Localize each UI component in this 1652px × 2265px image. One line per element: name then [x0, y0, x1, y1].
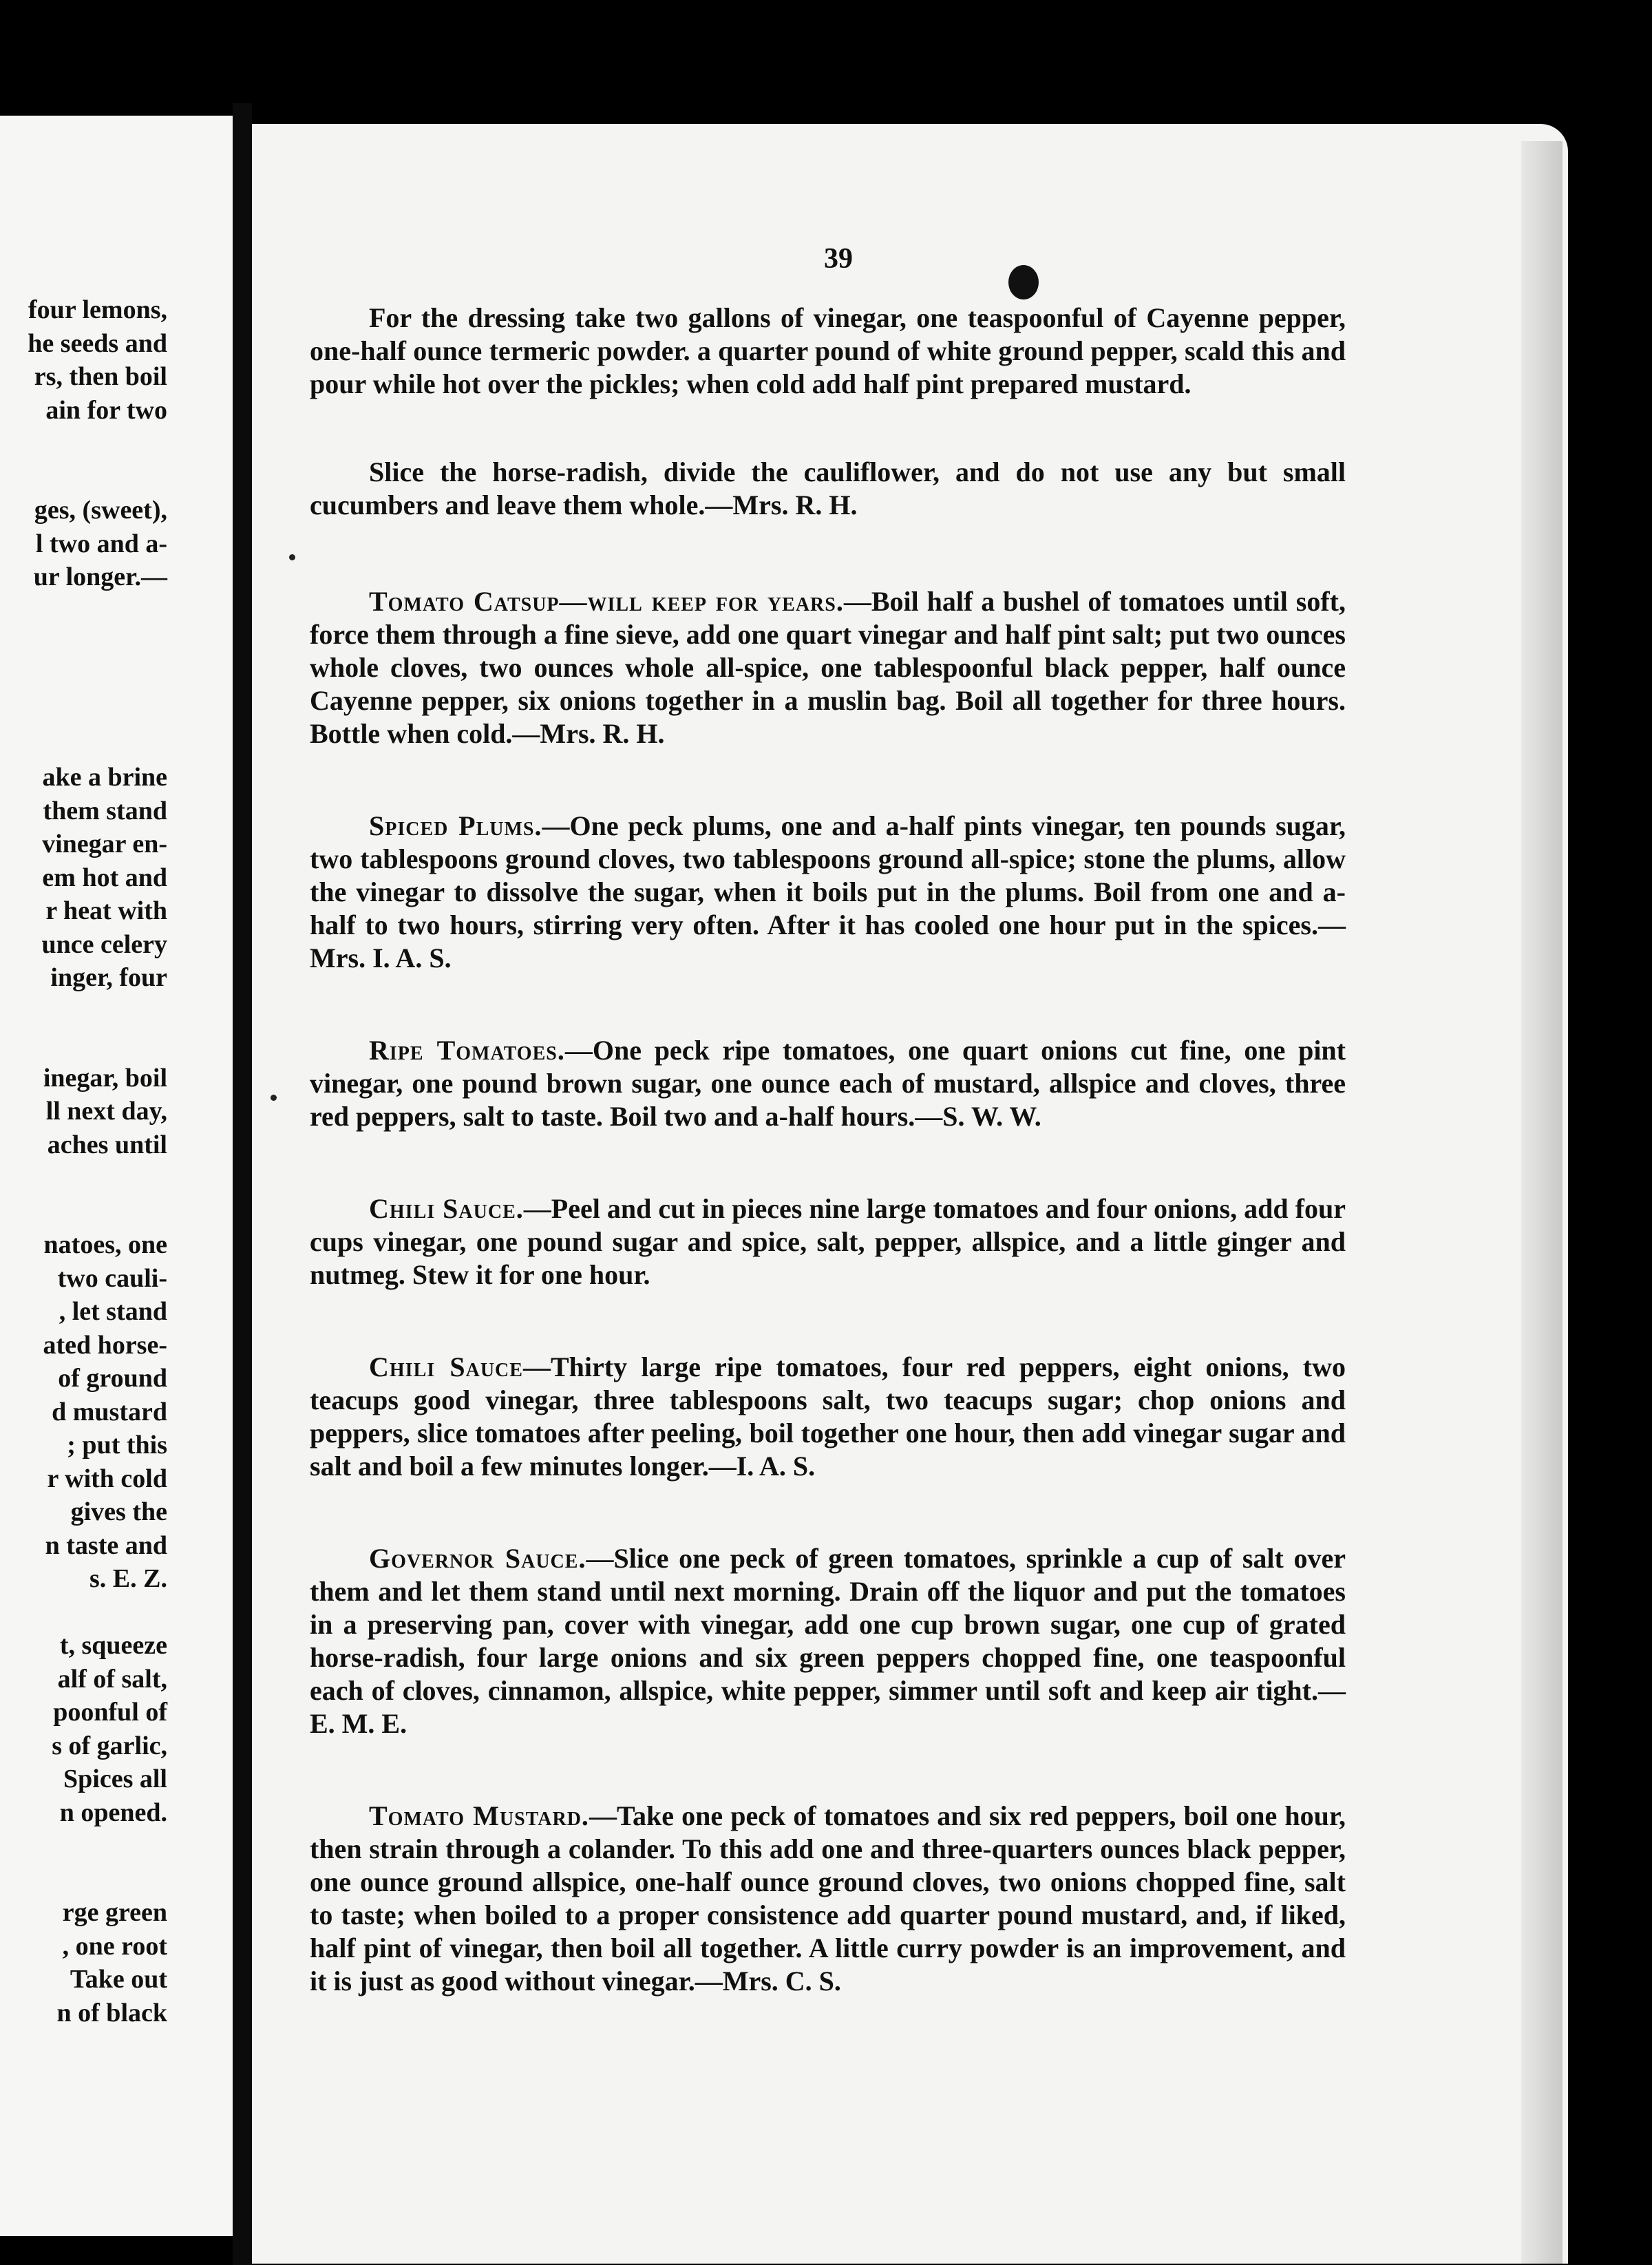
recipe-paragraph: [310, 1800, 1346, 1998]
speck: [289, 554, 295, 560]
recipe-body: —Take one peck of tomatoes and six red peppers, boil one hour, then strain through a colander. To this add one and three-quarters ounces black pepper, one ounce ground allspice, one-half ounce ground cloves, two onions chopped fine, salt to taste; when boiled to a proper consistence add quarter pound mustard, and, if liked, half pint of vinegar, then boil all together. A little curry powder is an improvement, and it is just as good without vinegar.—Mrs. C. S.: [310, 1800, 1346, 1997]
recipe-paragraph: [310, 1034, 1346, 1133]
recipe-body: For the dressing take two gallons of vinegar, one teaspoonful of Cayenne pepper, one-half ounce termeric powder. a quarter pound of white ground pepper, scald this and pour while hot over the pickles; when cold add half pint prepared mustard.: [310, 302, 1346, 399]
left-page-text-fragment: unce celery: [41, 929, 167, 959]
left-page-text-fragment: n of black: [56, 1998, 167, 2027]
left-page-text-fragment: alf of salt,: [57, 1664, 167, 1694]
recipe-title: Governor Sauce.: [369, 1543, 586, 1574]
left-page-text-fragment: poonful of: [53, 1698, 167, 1727]
speck: [271, 1095, 277, 1101]
recipe-title: Tomato Catsup—will keep for years.: [369, 586, 844, 617]
left-page-text-fragment: he seeds and: [28, 328, 167, 358]
left-page-text-fragment: t, squeeze: [59, 1631, 167, 1660]
recipe-body: —Peel and cut in pieces nine large tomatoes and four onions, add four cups vinegar, one pound sugar and spice, salt, pepper, allspice, and a little ginger and nutmeg. Stew it for one hour.: [310, 1193, 1346, 1290]
left-page-text-fragment: ; put this: [67, 1431, 167, 1460]
left-page-text-fragment: ain for two: [45, 395, 167, 425]
recipe-paragraph: [310, 1192, 1346, 1292]
left-page-text-fragment: of ground: [58, 1364, 167, 1393]
left-page-text-fragment: vinegar en-: [42, 830, 167, 858]
page-number: 39: [824, 243, 853, 275]
recipe-title: Spiced Plums.: [369, 810, 542, 841]
ink-blot: [1008, 265, 1039, 299]
left-page-text-fragment: natoes, one: [43, 1230, 167, 1259]
left-page-text-fragment: rs, then boil: [34, 362, 167, 391]
left-page: [0, 116, 233, 2236]
recipe-body: —One peck ripe tomatoes, one quart onions cut fine, one pint vinegar, one pound brown sugar, one ounce each of mustard, allspice and cloves, three red peppers, salt to taste. Boil two and a-half hours.—S. W. W.: [310, 1035, 1346, 1132]
left-page-text-fragment: r with cold: [47, 1464, 167, 1493]
recipe-title: Chili Sauce: [369, 1351, 523, 1382]
left-page-text-fragment: aches until: [47, 1130, 167, 1159]
left-page-text-fragment: inger, four: [50, 963, 167, 992]
left-page-text-fragment: four lemons,: [28, 295, 167, 324]
recipe-paragraph: [310, 810, 1346, 975]
left-page-text-fragment: rge green: [62, 1898, 167, 1927]
left-page-text-fragment: inegar, boil: [43, 1063, 167, 1093]
page-gutter: [233, 103, 252, 2265]
recipe-body: —Boil half a bushel of tomatoes until soft, force them through a fine sieve, add one quart vinegar and half pint salt; put two ounces whole cloves, two ounces whole all-spice, one tablespoonful black pepper, half ounce Cayenne pepper, six onions together in a muslin bag. Boil all together for three hours. Bottle when cold.—Mrs. R. H.: [310, 586, 1346, 749]
left-page-text-fragment: d mustard: [52, 1397, 167, 1426]
recipe-body: —Thirty large ripe tomatoes, four red peppers, eight onions, two teacups good vinegar, three tablespoons salt, two teacups sugar; chop onions and peppers, slice tomatoes after peeling, boil together one hour, then add vinegar sugar and salt and boil a few minutes longer.—I. A. S.: [310, 1351, 1346, 1482]
recipe-title: Tomato Mustard.: [369, 1800, 589, 1831]
left-page-text-fragment: n taste and: [45, 1530, 167, 1560]
left-page-text-fragment: , one root: [62, 1931, 167, 1961]
recipe-body: —Slice one peck of green tomatoes, sprinkle a cup of salt over them and let them stand until next morning. Drain off the liquor and put the tomatoes in a preserving pan, cover with vinegar, add one cup brown sugar, one cup of grated horse-radish, four large onions and six green peppers chopped fine, one teaspoonful each of cloves, cinnamon, allspice, white pepper, simmer until soft and keep air tight.—E. M. E.: [310, 1543, 1346, 1739]
left-page-text-fragment: them stand: [43, 796, 167, 825]
recipe-paragraph: [310, 1351, 1346, 1483]
left-page-text-fragment: ges, (sweet),: [34, 496, 167, 525]
left-page-text-fragment: ur longer.—: [33, 562, 167, 591]
left-page-text-fragment: Take out: [70, 1965, 167, 1994]
left-page-text-fragment: s. E. Z.: [89, 1564, 167, 1593]
recipe-title: Ripe Tomatoes.: [369, 1035, 565, 1066]
recipe-paragraph: [310, 585, 1346, 750]
recipe-title: Chili Sauce.: [369, 1193, 524, 1224]
left-page-text-fragment: two cauli-: [57, 1263, 167, 1293]
recipe-text: [310, 302, 1346, 2057]
left-page-text-fragment: Spices all: [63, 1764, 167, 1793]
left-page-text-fragment: ake a brine: [42, 763, 167, 792]
recipe-paragraph: [310, 302, 1346, 401]
page-edge-shadow: [1521, 141, 1563, 2264]
left-page-text-fragment: gives the: [70, 1497, 167, 1526]
left-page-text-fragment: ated horse-: [43, 1330, 167, 1360]
left-page-text-fragment: r heat with: [45, 896, 167, 925]
recipe-paragraph: [310, 1542, 1346, 1740]
left-page-text-fragment: ll next day,: [45, 1097, 167, 1126]
recipe-body: —One peck plums, one and a-half pints vinegar, ten pounds sugar, two tablespoons ground cloves, two tablespoons ground all-spice; stone the plums, allow the vinegar to dissolve the sugar, when it boils put in the plums. Boil from one and a-half to two hours, stirring very often. After it has cooled one hour put in the spices.—Mrs. I. A. S.: [310, 810, 1346, 973]
left-page-text-fragment: s of garlic,: [52, 1731, 167, 1760]
recipe-body: Slice the horse-radish, divide the cauliflower, and do not use any but small cucumbers and leave them whole.—Mrs. R. H.: [310, 456, 1346, 520]
left-page-text-fragment: , let stand: [59, 1297, 167, 1326]
recipe-paragraph: [310, 456, 1346, 522]
left-page-text-fragment: n opened.: [59, 1798, 167, 1827]
left-page-text-fragment: l two and a-: [35, 529, 167, 558]
left-page-text-fragment: em hot and: [42, 863, 167, 892]
